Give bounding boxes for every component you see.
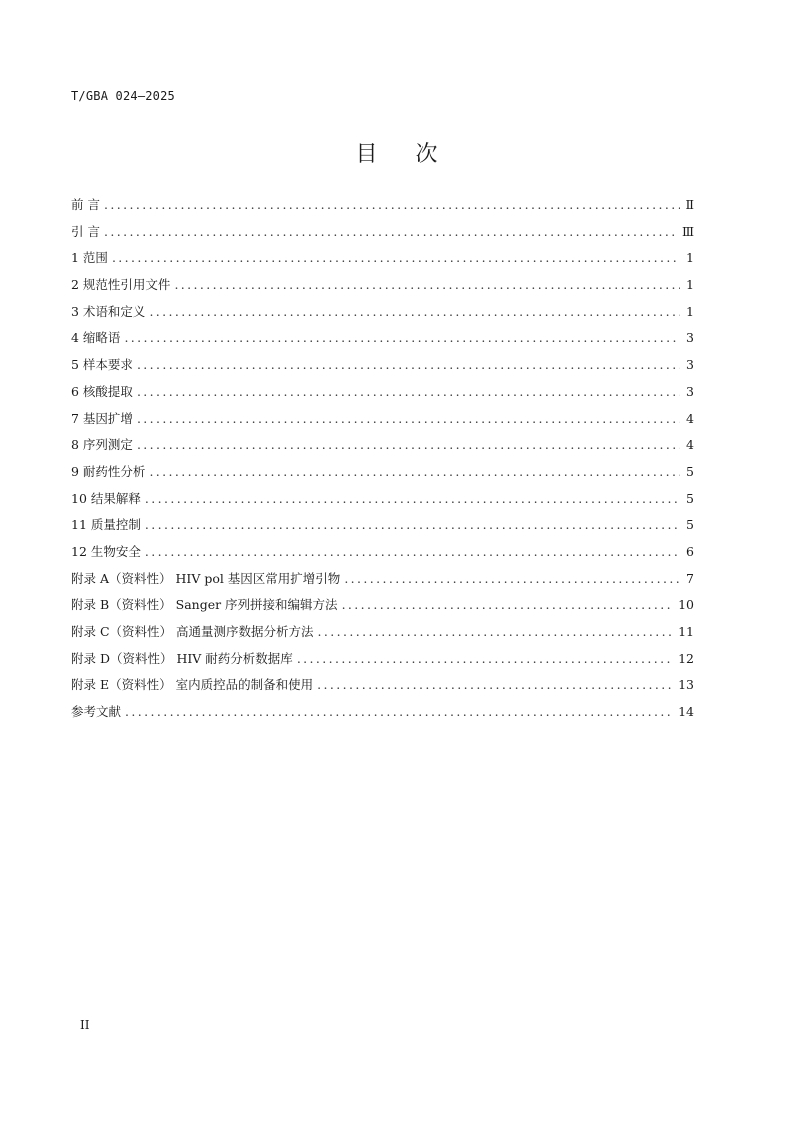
toc-entry[interactable]: [71, 672, 694, 699]
toc-entry-page: 11: [678, 624, 694, 639]
toc-entry-label: 2 规范性引用文件: [71, 277, 171, 293]
toc-entry[interactable]: [71, 272, 694, 299]
toc-leader-dots: [137, 379, 680, 406]
toc-entry-page: 5: [686, 463, 694, 479]
toc-entry[interactable]: [71, 245, 694, 272]
toc-entry-page: 10: [678, 597, 694, 613]
toc-entry-label: 5 样本要求: [71, 357, 133, 373]
toc-entry-label: 参考文献: [71, 704, 122, 720]
toc-entry-label: 附录 E（资料性） 室内质控品的制备和使用: [71, 677, 314, 693]
toc-entry-label: 3 术语和定义: [71, 303, 146, 319]
toc-entry-page: 5: [686, 517, 694, 533]
toc-entry[interactable]: [71, 699, 694, 726]
toc-entry-label: 前 言: [71, 197, 100, 212]
toc-entry[interactable]: [71, 432, 694, 459]
toc-leader-dots: [104, 219, 676, 246]
toc-entry-label: 6 核酸提取: [71, 383, 133, 399]
toc-entry-page: 14: [678, 704, 694, 720]
toc-leader-dots: [124, 325, 680, 352]
toc-entry-page: 12: [678, 650, 694, 666]
toc-entry-page: 13: [678, 677, 694, 693]
toc-leader-dots: [149, 459, 680, 486]
toc-entry-label: 附录 C（资料性） 高通量测序数据分析方法: [71, 624, 314, 639]
toc-entry-label: 12 生物安全: [71, 543, 141, 559]
toc-entry-page: 3: [686, 357, 694, 373]
toc-entry-label: 1 范围: [71, 250, 108, 266]
toc-entry[interactable]: [71, 619, 694, 646]
toc-entry-page: Ⅲ: [681, 223, 694, 239]
toc-entry[interactable]: [71, 592, 694, 619]
page-number: II: [80, 1018, 90, 1032]
toc-leader-dots: [145, 512, 680, 539]
toc-entry-label: 8 序列测定: [71, 437, 133, 453]
toc-leader-dots: [297, 646, 672, 673]
document-code: T/GBA 024—2025: [71, 89, 175, 103]
toc-entry-label: 9 耐药性分析: [71, 463, 146, 479]
toc-entry-label: 10 结果解释: [71, 490, 141, 506]
toc-leader-dots: [137, 432, 680, 459]
toc-leader-dots: [145, 539, 680, 566]
toc-leader-dots: [342, 592, 673, 619]
toc-entry[interactable]: [71, 352, 694, 379]
toc-entry-page: Ⅱ: [685, 197, 694, 212]
toc-leader-dots: [125, 699, 672, 726]
toc-leader-dots: [145, 486, 680, 513]
toc-entry[interactable]: [71, 539, 694, 566]
toc-entry[interactable]: [71, 459, 694, 486]
toc-entry[interactable]: [71, 379, 694, 406]
toc-entry-label: 附录 D（资料性） HIV 耐药分析数据库: [71, 650, 293, 666]
toc-entry[interactable]: [71, 486, 694, 513]
page-title: 目次: [355, 142, 476, 167]
toc-entry-page: 3: [686, 330, 694, 346]
toc-entry-label: 附录 A（资料性） HIV pol 基因区常用扩增引物: [71, 570, 341, 586]
toc-entry[interactable]: [71, 646, 694, 673]
toc-entry-page: 5: [686, 490, 694, 506]
toc-entry[interactable]: [71, 299, 694, 326]
toc-entry-page: 7: [686, 570, 694, 586]
toc-leader-dots: [104, 192, 680, 219]
toc-entry-page: 3: [686, 383, 694, 399]
toc-entry[interactable]: [71, 192, 694, 219]
toc-entry-label: 4 缩略语: [71, 330, 121, 346]
toc-leader-dots: [112, 245, 680, 272]
toc-entry-page: 1: [686, 277, 694, 293]
toc-entry-page: 1: [686, 303, 694, 319]
toc-leader-dots: [317, 672, 672, 699]
toc-leader-dots: [137, 406, 680, 433]
toc-leader-dots: [344, 566, 680, 593]
toc-entry-page: 1: [686, 250, 694, 266]
toc-entry-label: 11 质量控制: [71, 517, 141, 533]
toc-entry-label: 引 言: [71, 223, 100, 239]
toc-entry[interactable]: [71, 406, 694, 433]
toc-leader-dots: [318, 619, 673, 646]
toc-entry-page: 4: [686, 410, 694, 426]
toc-entry[interactable]: [71, 566, 694, 593]
toc-entry-page: 4: [686, 437, 694, 453]
toc-entry-page: 6: [686, 543, 694, 559]
toc-entry[interactable]: [71, 512, 694, 539]
toc-entry[interactable]: [71, 325, 694, 352]
toc-leader-dots: [174, 272, 680, 299]
table-of-contents: [71, 192, 694, 726]
toc-entry-label: 附录 B（资料性） Sanger 序列拼接和编辑方法: [71, 597, 338, 613]
toc-leader-dots: [149, 299, 680, 326]
toc-leader-dots: [137, 352, 680, 379]
toc-entry-label: 7 基因扩增: [71, 410, 133, 426]
toc-entry[interactable]: [71, 219, 694, 246]
